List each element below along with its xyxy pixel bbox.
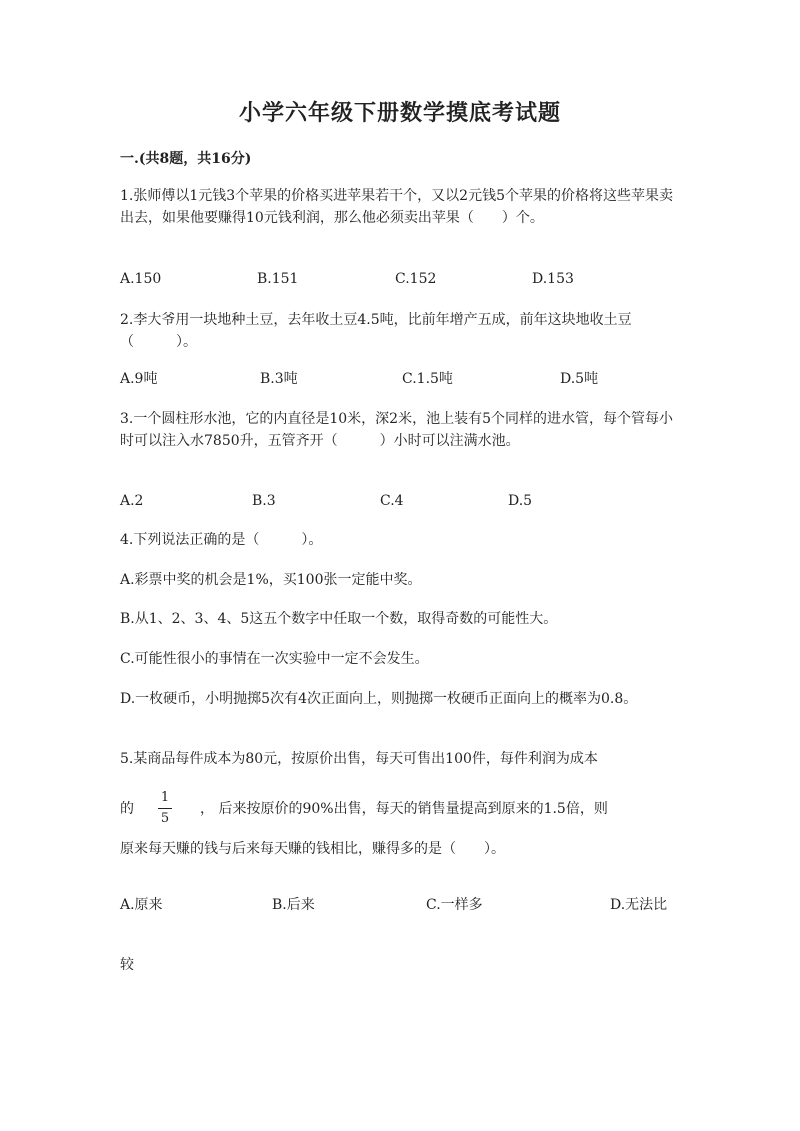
question-3-option-c[interactable]: C.4 xyxy=(380,493,404,509)
question-2-option-b[interactable]: B.3吨 xyxy=(260,371,298,387)
fraction-bar xyxy=(158,808,172,809)
question-3-options xyxy=(120,490,685,512)
question-5-options xyxy=(120,894,685,916)
page-title: 小学六年级下册数学摸底考试题 xyxy=(238,100,561,126)
question-4-text: 4.下列说法正确的是（ ）。 xyxy=(120,532,323,548)
question-5-option-c[interactable]: C.一样多 xyxy=(426,897,483,913)
question-1-option-a[interactable]: A.150 xyxy=(120,271,162,287)
question-4-option-a[interactable]: A.彩票中奖的机会是1%，买100张一定能中奖。 xyxy=(120,572,422,588)
question-2-options xyxy=(120,368,685,390)
question-5-line-2-prefix: 的 xyxy=(120,801,134,817)
fraction-one-fifth xyxy=(158,790,172,827)
section-heading: 一.(共8题，共16分) xyxy=(120,151,252,167)
fraction-numerator: 1 xyxy=(160,790,170,805)
question-1-options xyxy=(120,268,685,290)
question-3-option-d[interactable]: D.5 xyxy=(508,493,533,509)
fraction-denominator: 5 xyxy=(160,811,170,826)
question-4-option-b[interactable]: B.从1、2、3、4、5这五个数字中任取一个数，取得奇数的可能性大。 xyxy=(120,611,558,627)
question-5-line-1: 5.某商品每件成本为80元，按原价出售，每天可售出100件，每件利润为成本 xyxy=(120,751,598,767)
question-5-option-d[interactable]: D.无法比 xyxy=(610,897,668,913)
question-3-text: 3.一个圆柱形水池，它的内直径是10米，深2米，池上装有5个同样的进水管，每个管每小时可以注入水7850升，五管齐开（ ）小时可以注满水池。 xyxy=(120,411,673,449)
question-2-option-c[interactable]: C.1.5吨 xyxy=(402,371,453,387)
question-2-text: 2.李大爷用一块地种土豆，去年收土豆4.5吨，比前年增产五成，前年这块地收土豆（ ）。 xyxy=(120,312,632,350)
question-4-option-d[interactable]: D.一枚硬币，小明抛掷5次有4次正面向上，则抛掷一枚硬币正面向上的概率为0.8。 xyxy=(120,691,638,707)
question-5-line-2-suffix: ， 后来按原价的90%出售，每天的销售量提高到原来的1.5倍，则 xyxy=(200,801,608,817)
question-1-option-c[interactable]: C.152 xyxy=(395,271,437,287)
question-2-option-a[interactable]: A.9吨 xyxy=(120,371,158,387)
question-1-option-b[interactable]: B.151 xyxy=(257,271,299,287)
question-4-option-c[interactable]: C.可能性很小的事情在一次实验中一定不会发生。 xyxy=(120,651,429,667)
question-1-option-d[interactable]: D.153 xyxy=(532,271,574,287)
question-3-option-a[interactable]: A.2 xyxy=(120,493,144,509)
question-5-option-d-wrap: 较 xyxy=(120,957,134,973)
question-3-option-b[interactable]: B.3 xyxy=(252,493,276,509)
question-5-line-3: 原来每天赚的钱与后来每天赚的钱相比，赚得多的是（ ）。 xyxy=(120,841,505,857)
question-5-option-a[interactable]: A.原来 xyxy=(120,897,163,913)
question-1-text: 1.张师傅以1元钱3个苹果的价格买进苹果若干个，又以2元钱5个苹果的价格将这些苹果卖出去，如果他要赚得10元钱利润，那么他必须卖出苹果（ ）个。 xyxy=(120,188,673,226)
question-2-option-d[interactable]: D.5吨 xyxy=(560,371,599,387)
question-5-option-b[interactable]: B.后来 xyxy=(272,897,315,913)
